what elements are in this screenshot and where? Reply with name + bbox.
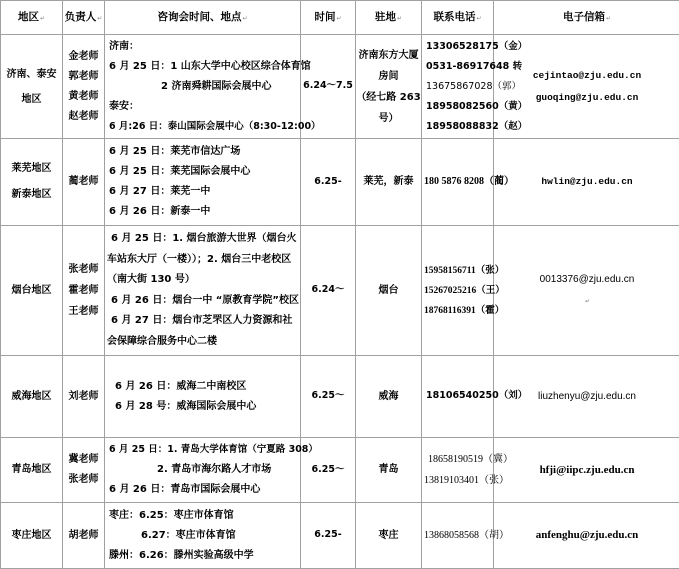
email-address[interactable]: hwlin@zju.edu.cn	[541, 176, 632, 187]
station-line: 号）	[356, 108, 421, 129]
venue-line: 6 月:26 日：泰山国际会展中心（8:30-12:00）	[109, 117, 300, 137]
contact-name: 黄老师	[63, 87, 104, 107]
contact-name: 蔺老师	[69, 176, 99, 187]
region-name: 新泰地区	[1, 182, 62, 208]
header-venue: 咨询会时间、地点↵	[105, 1, 301, 35]
paragraph-mark: ↵	[495, 291, 679, 313]
email-address[interactable]: cejintao@zju.edu.cn	[494, 65, 679, 87]
venue-line: 6 月 26 日：威海二中南校区	[115, 377, 300, 397]
station-line: 枣庄	[379, 530, 399, 541]
time-cell: 6.25-	[301, 503, 356, 569]
contact-name: 冀老师	[63, 450, 104, 470]
phone-cell	[422, 226, 494, 356]
header-station: 驻地↵	[356, 1, 422, 35]
region-name: 威海地区	[12, 391, 52, 402]
venue-cell	[105, 226, 301, 356]
table-row-yantai	[1, 226, 679, 356]
venue-line: 滕州：6.26：滕州实验高级中学	[109, 546, 300, 566]
venue-line: 6.27：枣庄市体育馆	[109, 526, 300, 546]
contact-name: 张老师	[63, 259, 104, 280]
phone-number: 13819103401（张）	[424, 470, 493, 491]
venue-cell	[105, 503, 301, 569]
phone-cell	[422, 503, 494, 569]
header-email: 电子信箱↵	[494, 1, 679, 35]
table-row-zaozhuang	[1, 503, 679, 569]
station-line: 威海	[379, 391, 399, 402]
region-cell	[1, 35, 63, 139]
venue-line: 2. 青岛市海尔路人才市场	[109, 460, 300, 480]
venue-line: 6 月 25 日：莱芜国际会展中心	[109, 162, 300, 182]
contact-name: 霍老师	[63, 280, 104, 301]
phone-cell	[422, 35, 494, 139]
region-name: 济南、泰安	[1, 62, 62, 87]
region-cell	[1, 139, 63, 226]
time-cell: 6.24～	[301, 226, 356, 356]
table-row-jinan-taian	[1, 35, 679, 139]
venue-cell	[105, 438, 301, 503]
venue-line: 6 月 28 号：威海国际会展中心	[115, 397, 300, 417]
region-name: 地区	[1, 87, 62, 112]
phone-cell	[422, 356, 494, 438]
venue-line: 泰安：	[109, 97, 300, 117]
venue-line: 6 月 26 日：烟台一中 “原教育学院”校区	[107, 291, 298, 312]
contact-name: 郭老师	[63, 67, 104, 87]
venue-line: 2 济南舜耕国际会展中心	[109, 77, 300, 97]
venue-line: 6 月 25 日：1 山东大学中心校区综合体育馆	[109, 57, 300, 77]
contact-name: 赵老师	[63, 107, 104, 127]
station-line: 青岛	[379, 464, 399, 475]
contact-name: 金老师	[63, 47, 104, 67]
email-address[interactable]: hfji@iipc.zju.edu.cn	[540, 464, 635, 476]
time-cell: 6.25～	[301, 356, 356, 438]
station-line: （经七路 263	[356, 87, 421, 108]
phone-number: 18958082560（黄）	[426, 97, 493, 117]
venue-line: 6 月 27 日：烟台市芝罘区人力资源和社会保障综合服务中心二楼	[107, 311, 298, 352]
contact-cell	[63, 35, 105, 139]
phone-number: 180 5876 8208（蔺）	[424, 176, 514, 187]
venue-line: 枣庄：6.25：枣庄市体育馆	[109, 506, 300, 526]
phone-number: 18768116391（霍）	[424, 301, 493, 321]
venue-line: 6 月 26 日：青岛市国际会展中心	[109, 480, 300, 500]
time-cell: 6.25-	[301, 139, 356, 226]
time-cell: 6.25～	[301, 438, 356, 503]
contact-cell	[63, 503, 105, 569]
venue-line: 6 月 25 日：莱芜市信达广场	[109, 142, 300, 162]
region-name: 青岛地区	[12, 464, 52, 475]
email-cell	[494, 438, 679, 503]
venue-line: 济南：	[109, 37, 300, 57]
contact-cell	[63, 356, 105, 438]
phone-number: 18958088832（赵）	[426, 117, 493, 137]
header-row	[1, 1, 679, 35]
email-address[interactable]: anfenghu@zju.edu.cn	[536, 529, 639, 541]
phone-number: 15958156711（张）	[424, 261, 493, 281]
email-address[interactable]: 0013376@zju.edu.cn	[494, 269, 679, 291]
venue-line: 6 月 27 日：莱芜一中	[109, 182, 300, 202]
email-address[interactable]: liuzhenyu@zju.edu.cn	[538, 391, 636, 402]
phone-number: 13675867028（郭）	[426, 77, 493, 97]
contact-name: 王老师	[63, 301, 104, 322]
station-line: 莱芜，新泰	[364, 176, 414, 187]
station-cell	[356, 438, 422, 503]
region-name: 烟台地区	[12, 285, 52, 296]
region-cell	[1, 438, 63, 503]
contact-cell	[63, 438, 105, 503]
region-cell	[1, 356, 63, 438]
time-cell: 6.24～7.5	[301, 35, 356, 139]
phone-number: 18658190519（冀）	[424, 449, 493, 470]
phone-number: 13868058568（胡）	[424, 530, 509, 541]
station-cell	[356, 226, 422, 356]
station-line: 济南东方大厦	[356, 45, 421, 66]
table-row-laiwu-xintai	[1, 139, 679, 226]
region-cell	[1, 503, 63, 569]
venue-line: 6 月 25 日：1. 烟台旅游大世界（烟台火车站东大厅（一楼））；2. 烟台三中老校区（南大街 130 号）	[107, 229, 298, 291]
region-name: 枣庄地区	[12, 530, 52, 541]
station-cell	[356, 356, 422, 438]
region-name: 莱芜地区	[1, 156, 62, 182]
contact-name: 张老师	[63, 470, 104, 490]
region-cell	[1, 226, 63, 356]
header-contact-person: 负责人↵	[63, 1, 105, 35]
venue-cell	[105, 139, 301, 226]
phone-cell	[422, 139, 494, 226]
phone-number: 15267025216（王）	[424, 281, 493, 301]
email-address[interactable]: guoqing@zju.edu.cn	[494, 87, 679, 109]
table-row-weihai	[1, 356, 679, 438]
header-region: 地区↵	[1, 1, 63, 35]
station-cell	[356, 139, 422, 226]
email-cell	[494, 139, 679, 226]
header-phone: 联系电话↵	[422, 1, 494, 35]
venue-cell	[105, 356, 301, 438]
venue-cell	[105, 35, 301, 139]
phone-number: 18106540250（刘）	[426, 390, 527, 401]
phone-number: 0531-86917648 转	[426, 57, 493, 77]
email-cell	[494, 226, 679, 356]
header-time: 时间↵	[301, 1, 356, 35]
venue-line: 6 月 26 日：新泰一中	[109, 202, 300, 222]
phone-cell	[422, 438, 494, 503]
station-cell	[356, 35, 422, 139]
contact-name: 刘老师	[69, 391, 99, 402]
contact-cell	[63, 226, 105, 356]
contact-name: 胡老师	[69, 530, 99, 541]
station-line: 烟台	[379, 285, 399, 296]
station-line: 房间	[356, 66, 421, 87]
venue-line: 6 月 25 日：1. 青岛大学体育馆（宁夏路 308）	[109, 440, 300, 460]
station-cell	[356, 503, 422, 569]
email-cell	[494, 503, 679, 569]
table-row-qingdao	[1, 438, 679, 503]
contact-cell	[63, 139, 105, 226]
phone-number: 13306528175（金）	[426, 37, 493, 57]
